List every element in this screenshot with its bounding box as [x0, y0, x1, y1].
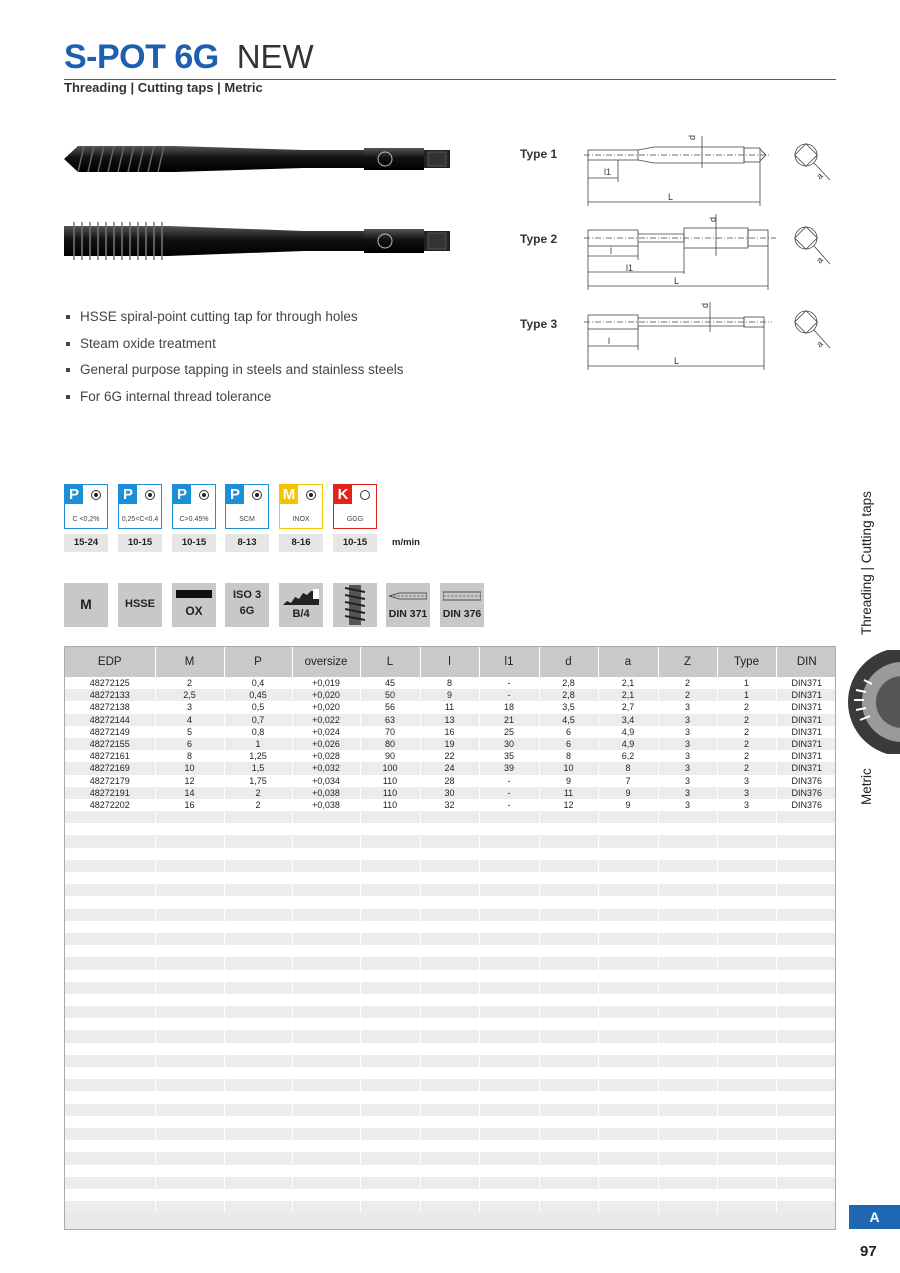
- table-cell: 3,4: [598, 714, 658, 726]
- table-cell: 0,4: [224, 677, 292, 689]
- material-letter: P: [65, 485, 83, 504]
- din376-shape-icon: [443, 589, 481, 603]
- table-body: [65, 677, 836, 1213]
- table-cell: 1: [224, 738, 292, 750]
- empty-table-row: [65, 982, 836, 994]
- material-box: [64, 484, 108, 529]
- table-row: [65, 726, 836, 738]
- empty-table-row: [65, 1189, 836, 1201]
- table-cell: 4,9: [598, 726, 658, 738]
- table-header-row: [65, 647, 836, 677]
- table-cell: +0,024: [292, 726, 360, 738]
- table-cell: 25: [479, 726, 539, 738]
- table-cell: 4,5: [539, 714, 598, 726]
- cutting-speed: 10-15: [172, 534, 216, 552]
- table-cell: 48272133: [65, 689, 155, 701]
- table-row: [65, 714, 836, 726]
- empty-table-row: [65, 860, 836, 872]
- feature-list: [64, 308, 484, 414]
- table-cell: 22: [420, 750, 479, 762]
- column-header: L: [360, 647, 420, 677]
- table-row: [65, 689, 836, 701]
- suitable-dot-icon: [252, 490, 262, 500]
- table-cell: DIN376: [776, 787, 836, 799]
- material-letter: P: [173, 485, 191, 504]
- material-condition: 0,25<C<0,4: [121, 516, 159, 523]
- table-cell: 70: [360, 726, 420, 738]
- cutting-speed: 10-15: [118, 534, 162, 552]
- table-cell: 0,8: [224, 726, 292, 738]
- cutting-speed: 10-15: [333, 534, 377, 552]
- table-cell: 30: [479, 738, 539, 750]
- table-cell: 48272161: [65, 750, 155, 762]
- table-row: [65, 762, 836, 774]
- title-row: [64, 38, 836, 80]
- table-cell: 2: [224, 799, 292, 811]
- table-cell: -: [479, 787, 539, 799]
- table-cell: 6: [539, 726, 598, 738]
- table-cell: +0,020: [292, 701, 360, 713]
- table-cell: 5: [155, 726, 224, 738]
- thread-profile-icon: [345, 585, 365, 625]
- din371-shape-icon: [389, 589, 427, 603]
- material-letter: P: [226, 485, 244, 504]
- dim-L-label: L: [668, 192, 674, 202]
- dim-L-label: L: [674, 276, 680, 286]
- dim-l1-label: l1: [604, 167, 612, 177]
- empty-table-row: [65, 945, 836, 957]
- feature-m-icon: M: [64, 583, 108, 627]
- empty-table-row: [65, 1043, 836, 1055]
- empty-table-row: [65, 957, 836, 969]
- table-cell: DIN371: [776, 750, 836, 762]
- dim-a-label: a: [814, 338, 825, 350]
- table-cell: 32: [420, 799, 479, 811]
- table-cell: 0,7: [224, 714, 292, 726]
- table-cell: 16: [155, 799, 224, 811]
- table-cell: 3: [658, 787, 717, 799]
- table-cell: 24: [420, 762, 479, 774]
- table-cell: +0,032: [292, 762, 360, 774]
- table-cell: -: [479, 799, 539, 811]
- table-cell: 3: [658, 714, 717, 726]
- table-cell: 45: [360, 677, 420, 689]
- empty-table-row: [65, 884, 836, 896]
- table-cell: 1,5: [224, 762, 292, 774]
- empty-table-row: [65, 1006, 836, 1018]
- partial-dot-icon: [360, 490, 370, 500]
- type3-diagram: [584, 296, 834, 378]
- table-cell: 6,2: [598, 750, 658, 762]
- material-box: [279, 484, 323, 529]
- table-cell: -: [479, 775, 539, 787]
- type1-label: Type 1: [520, 147, 558, 161]
- cutting-speed: 8-13: [225, 534, 269, 552]
- table-cell: DIN371: [776, 689, 836, 701]
- type2-diagram: [584, 212, 834, 294]
- table-row: [65, 799, 836, 811]
- feature-din376-icon: DIN 376: [440, 583, 484, 627]
- table-cell: 1,25: [224, 750, 292, 762]
- table-cell: 3: [155, 701, 224, 713]
- suitable-dot-icon: [306, 490, 316, 500]
- table-cell: 4,9: [598, 738, 658, 750]
- table-cell: 2: [224, 787, 292, 799]
- list-item: HSSE spiral-point cutting tap for through holes: [64, 308, 484, 335]
- table-cell: 2: [717, 726, 776, 738]
- list-item: Steam oxide treatment: [64, 335, 484, 362]
- column-header: P: [224, 647, 292, 677]
- table-cell: +0,038: [292, 799, 360, 811]
- empty-table-row: [65, 1140, 836, 1152]
- empty-table-row: [65, 823, 836, 835]
- table-cell: 2: [155, 677, 224, 689]
- table-cell: 48272191: [65, 787, 155, 799]
- table-row: [65, 750, 836, 762]
- column-header: M: [155, 647, 224, 677]
- table-cell: 2: [658, 677, 717, 689]
- empty-table-row: [65, 811, 836, 823]
- empty-table-row: [65, 909, 836, 921]
- table-cell: 19: [420, 738, 479, 750]
- table-cell: 2: [717, 701, 776, 713]
- table-cell: 11: [420, 701, 479, 713]
- empty-table-row: [65, 921, 836, 933]
- table-cell: 1: [717, 689, 776, 701]
- empty-table-row: [65, 994, 836, 1006]
- table-cell: DIN371: [776, 714, 836, 726]
- page-number: 97: [860, 1243, 877, 1260]
- table-cell: DIN371: [776, 738, 836, 750]
- table-cell: 35: [479, 750, 539, 762]
- feature-chamfer-icon: B/4: [279, 583, 323, 627]
- table-cell: 48272125: [65, 677, 155, 689]
- table-cell: -: [479, 689, 539, 701]
- table-row: [65, 787, 836, 799]
- table-cell: 48272138: [65, 701, 155, 713]
- table-cell: 10: [539, 762, 598, 774]
- bullet-icon: [66, 395, 70, 399]
- table-cell: 9: [598, 787, 658, 799]
- table-cell: 2,1: [598, 689, 658, 701]
- table-cell: 14: [155, 787, 224, 799]
- section-side-title: Threading | Cutting taps: [859, 491, 874, 635]
- table-cell: 3: [717, 787, 776, 799]
- table-cell: 80: [360, 738, 420, 750]
- table-cell: +0,034: [292, 775, 360, 787]
- table-cell: 48272155: [65, 738, 155, 750]
- material-condition: GGG: [346, 516, 364, 523]
- dim-L-label: L: [674, 356, 680, 366]
- table-cell: 48272202: [65, 799, 155, 811]
- table-cell: 9: [420, 689, 479, 701]
- table-cell: 110: [360, 775, 420, 787]
- dim-d-label: d: [700, 302, 710, 308]
- table-cell: 2,8: [539, 689, 598, 701]
- table-cell: 48272144: [65, 714, 155, 726]
- feature-din371-icon: DIN 371: [386, 583, 430, 627]
- type2-label: Type 2: [520, 232, 558, 246]
- bullet-icon: [66, 315, 70, 319]
- table-cell: +0,026: [292, 738, 360, 750]
- breadcrumb: Threading | Cutting taps | Metric: [64, 80, 263, 95]
- table-cell: +0,019: [292, 677, 360, 689]
- table-cell: 3: [658, 750, 717, 762]
- feature-hsse-icon: HSSE: [118, 583, 162, 627]
- table-cell: DIN376: [776, 775, 836, 787]
- material-box: [333, 484, 377, 529]
- material-condition: C>0.45%: [179, 516, 209, 523]
- material-condition: C <0,2%: [72, 516, 100, 523]
- table-cell: 18: [479, 701, 539, 713]
- table-cell: 7: [598, 775, 658, 787]
- table-cell: 12: [155, 775, 224, 787]
- table-cell: 13: [420, 714, 479, 726]
- subsection-side-title: Metric: [859, 768, 874, 805]
- table-cell: 30: [420, 787, 479, 799]
- table-cell: 8: [155, 750, 224, 762]
- table-cell: 2: [717, 750, 776, 762]
- type1-diagram: [584, 128, 834, 210]
- table-cell: +0,022: [292, 714, 360, 726]
- cutting-speed: 15-24: [64, 534, 108, 552]
- table-row: [65, 677, 836, 689]
- table-cell: 9: [598, 799, 658, 811]
- material-letter: P: [119, 485, 137, 504]
- speed-unit: m/min: [392, 537, 420, 548]
- table-cell: DIN376: [776, 799, 836, 811]
- column-header: l: [420, 647, 479, 677]
- empty-table-row: [65, 896, 836, 908]
- table-cell: 3,5: [539, 701, 598, 713]
- type3-label: Type 3: [520, 317, 558, 331]
- dim-l-label: l: [610, 246, 612, 256]
- table-cell: 21: [479, 714, 539, 726]
- material-letter: K: [334, 485, 352, 504]
- table-cell: 50: [360, 689, 420, 701]
- empty-table-row: [65, 933, 836, 945]
- empty-table-row: [65, 835, 836, 847]
- table-cell: 3: [658, 762, 717, 774]
- column-header: l1: [479, 647, 539, 677]
- column-header: oversize: [292, 647, 360, 677]
- table-cell: 11: [539, 787, 598, 799]
- column-header: DIN: [776, 647, 836, 677]
- table-cell: 48272169: [65, 762, 155, 774]
- table-cell: 3: [658, 701, 717, 713]
- table-cell: 6: [155, 738, 224, 750]
- dim-a-label: a: [814, 170, 825, 182]
- table-cell: 28: [420, 775, 479, 787]
- table-cell: DIN371: [776, 701, 836, 713]
- table-cell: -: [479, 677, 539, 689]
- table-cell: 1,75: [224, 775, 292, 787]
- table-cell: 3: [717, 799, 776, 811]
- empty-table-row: [65, 872, 836, 884]
- empty-table-row: [65, 1079, 836, 1091]
- table-cell: 2: [717, 762, 776, 774]
- empty-table-row: [65, 1201, 836, 1213]
- tap-image-side: [64, 218, 454, 264]
- table-cell: 3: [658, 775, 717, 787]
- table-cell: 48272179: [65, 775, 155, 787]
- material-letter: M: [280, 485, 298, 504]
- coating-bar-icon: [176, 590, 212, 598]
- table-cell: 2,7: [598, 701, 658, 713]
- column-header: a: [598, 647, 658, 677]
- table-cell: DIN371: [776, 726, 836, 738]
- table-cell: 12: [539, 799, 598, 811]
- dim-d-label: d: [708, 216, 718, 222]
- table-row: [65, 775, 836, 787]
- table-cell: 39: [479, 762, 539, 774]
- new-badge: NEW: [236, 38, 314, 75]
- column-header: EDP: [65, 647, 155, 677]
- table-cell: 2,8: [539, 677, 598, 689]
- table-cell: +0,020: [292, 689, 360, 701]
- table-cell: 63: [360, 714, 420, 726]
- chamfer-profile-icon: [283, 589, 319, 605]
- feature-oxide-icon: OX: [172, 583, 216, 627]
- table-cell: 90: [360, 750, 420, 762]
- suitable-dot-icon: [199, 490, 209, 500]
- table-cell: DIN371: [776, 762, 836, 774]
- table-cell: 6: [539, 738, 598, 750]
- feature-thread-icon: [333, 583, 377, 627]
- bullet-icon: [66, 342, 70, 346]
- material-condition: INOX: [292, 516, 310, 523]
- table-cell: 3: [658, 726, 717, 738]
- empty-table-row: [65, 1104, 836, 1116]
- table-cell: 0,5: [224, 701, 292, 713]
- table-cell: 100: [360, 762, 420, 774]
- table-cell: 2: [717, 738, 776, 750]
- suitable-dot-icon: [145, 490, 155, 500]
- list-item: General purpose tapping in steels and stainless steels: [64, 361, 484, 388]
- table-cell: 3: [658, 738, 717, 750]
- material-box: [118, 484, 162, 529]
- empty-table-row: [65, 848, 836, 860]
- table-cell: 3: [717, 775, 776, 787]
- column-header: Type: [717, 647, 776, 677]
- table-cell: 110: [360, 787, 420, 799]
- empty-table-row: [65, 1055, 836, 1067]
- empty-table-row: [65, 1128, 836, 1140]
- material-condition: SCM: [239, 516, 255, 523]
- column-header: d: [539, 647, 598, 677]
- empty-table-row: [65, 1030, 836, 1042]
- empty-table-row: [65, 1152, 836, 1164]
- table-row: [65, 738, 836, 750]
- table-cell: 2: [658, 689, 717, 701]
- dim-l1-label: l1: [626, 263, 634, 273]
- table-row: [65, 701, 836, 713]
- empty-table-row: [65, 970, 836, 982]
- table-cell: +0,038: [292, 787, 360, 799]
- table-cell: 9: [539, 775, 598, 787]
- empty-table-row: [65, 1018, 836, 1030]
- dim-d-label: d: [687, 134, 697, 140]
- table-cell: +0,028: [292, 750, 360, 762]
- feature-iso-icon: ISO 3 6G: [225, 583, 269, 627]
- section-thumbnail-icon: [846, 650, 900, 754]
- table-cell: 2: [717, 714, 776, 726]
- table-cell: 3: [658, 799, 717, 811]
- column-header: Z: [658, 647, 717, 677]
- table-cell: 0,45: [224, 689, 292, 701]
- table-cell: 8: [539, 750, 598, 762]
- suitable-dot-icon: [91, 490, 101, 500]
- dim-l-label: l: [608, 336, 610, 346]
- material-box: [172, 484, 216, 529]
- table-cell: 2,5: [155, 689, 224, 701]
- bullet-icon: [66, 368, 70, 372]
- empty-table-row: [65, 1067, 836, 1079]
- empty-table-row: [65, 1165, 836, 1177]
- table-cell: 10: [155, 762, 224, 774]
- cutting-speed: 8-16: [279, 534, 323, 552]
- table-cell: 8: [598, 762, 658, 774]
- product-table: [64, 646, 836, 1230]
- page-title: S-POT 6G: [64, 38, 219, 76]
- dim-a-label: a: [814, 254, 825, 266]
- table-cell: 56: [360, 701, 420, 713]
- table-cell: 4: [155, 714, 224, 726]
- empty-table-row: [65, 1091, 836, 1103]
- section-tab-a[interactable]: A: [849, 1205, 900, 1229]
- empty-table-row: [65, 1177, 836, 1189]
- table-cell: 1: [717, 677, 776, 689]
- list-item: For 6G internal thread tolerance: [64, 388, 484, 415]
- table-cell: DIN371: [776, 677, 836, 689]
- tap-image-spiral-point: [64, 138, 454, 180]
- table-cell: 16: [420, 726, 479, 738]
- table-cell: 2,1: [598, 677, 658, 689]
- table-cell: 8: [420, 677, 479, 689]
- table-cell: 110: [360, 799, 420, 811]
- material-box: [225, 484, 269, 529]
- table-cell: 48272149: [65, 726, 155, 738]
- empty-table-row: [65, 1116, 836, 1128]
